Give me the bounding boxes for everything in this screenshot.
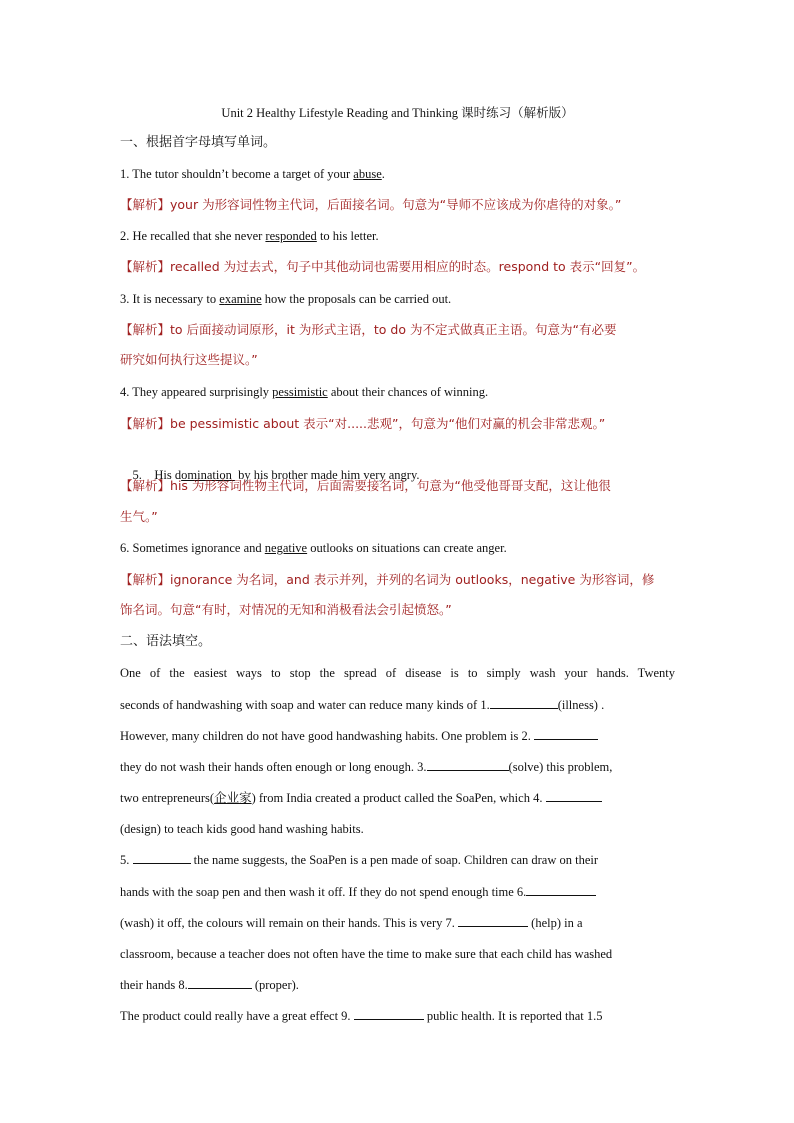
answer-word-1: abuse xyxy=(353,167,382,181)
analysis-6: 【解析】ignorance 为名词，and 表示并列，并列的名词为 outlooks，negative 为形容词，修 xyxy=(120,572,655,587)
section1-title: 一、根据首字母填写单词。 xyxy=(120,135,277,150)
answer-word-2: responded xyxy=(265,229,317,243)
passage-line-12: The product could really have a great effect 9. public health. It is reported that 1.5 xyxy=(120,1006,675,1026)
analysis-5-cont: 生气。” xyxy=(120,509,158,524)
passage-line-6: (design) to teach kids good hand washing habits. xyxy=(120,822,364,836)
passage-line-9: (wash) it off, the colours will remain on their hands. This is very 7. (help) in a xyxy=(120,913,675,933)
blank-1[interactable] xyxy=(490,695,558,709)
answer-word-6: negative xyxy=(264,541,308,555)
passage-line-1: One of the easiest ways to stop the spread of disease is to simply wash your hands. Twenty xyxy=(120,666,675,680)
answer-word-5: omination xyxy=(181,468,235,482)
answer-word-4: pessimistic xyxy=(272,385,328,399)
analysis-3: 【解析】to 后面接动词原形，it 为形式主语，to do 为不定式做真正主语。句意为“有必要 xyxy=(120,322,617,337)
question-1: 1. The tutor shouldn’t become a target of your abuse. xyxy=(120,167,385,181)
section2-title: 二、语法填空。 xyxy=(120,634,212,649)
question-4: 4. They appeared surprisingly pessimistic about their chances of winning. xyxy=(120,385,489,399)
blank-5[interactable] xyxy=(133,850,191,864)
question-6: 6. Sometimes ignorance and negative outlooks on situations can create anger. xyxy=(120,541,507,555)
blank-3[interactable] xyxy=(427,757,509,771)
analysis-5: 【解析】his 为形容词性物主代词，后面需要接名词，句意为“他受他哥哥支配，这让他很 xyxy=(120,478,611,493)
question-2: 2. He recalled that she never responded to his letter. xyxy=(120,229,379,243)
blank-4[interactable] xyxy=(546,788,602,802)
passage-line-5: two entrepreneurs(企业家) from India created a product called the SoaPen, which 4. xyxy=(120,788,675,808)
question-3: 3. It is necessary to examine how the proposals can be carried out. xyxy=(120,292,452,306)
blank-8[interactable] xyxy=(188,975,252,989)
passage-line-4: they do not wash their hands often enough or long enough. 3. (solve) this problem, xyxy=(120,757,675,777)
blank-6[interactable] xyxy=(526,882,596,896)
blank-9[interactable] xyxy=(354,1006,424,1020)
blank-7[interactable] xyxy=(458,913,528,927)
blank-2[interactable] xyxy=(534,726,598,740)
analysis-6-cont: 饰名词。句意“有时，对情况的无知和消极看法会引起愤怒。” xyxy=(120,602,452,617)
answer-word-3: examine xyxy=(219,292,262,306)
passage-line-2: seconds of handwashing with soap and water can reduce many kinds of 1. (illness) . xyxy=(120,695,675,715)
analysis-4: 【解析】be pessimistic about 表示“对.....悲观”，句意为“他们对赢的机会非常悲观。” xyxy=(120,416,606,431)
passage-line-8: hands with the soap pen and then wash it off. If they do not spend enough time 6. xyxy=(120,882,675,902)
analysis-1: 【解析】your 为形容词性物主代词，后面接名词。句意为“导师不应该成为你虐待的对象。” xyxy=(120,197,622,212)
page-title: Unit 2 Healthy Lifestyle Reading and Thinking 课时练习（解析版） xyxy=(221,106,574,120)
analysis-2: 【解析】recalled 为过去式，句子中其他动词也需要用相应的时态。respond to 表示“回复”。 xyxy=(120,259,646,274)
question-5: 5. His domination by his brother made him very angry. xyxy=(132,468,420,482)
passage-line-11: their hands 8. (proper). xyxy=(120,975,675,995)
passage-line-3: However, many children do not have good handwashing habits. One problem is 2. xyxy=(120,726,675,746)
passage-line-7: 5. the name suggests, the SoaPen is a pen made of soap. Children can draw on their xyxy=(120,850,675,870)
passage-line-10: classroom, because a teacher does not often have the time to make sure that each child has washed xyxy=(120,947,613,961)
analysis-3-cont: 研究如何执行这些提议。” xyxy=(120,352,258,367)
